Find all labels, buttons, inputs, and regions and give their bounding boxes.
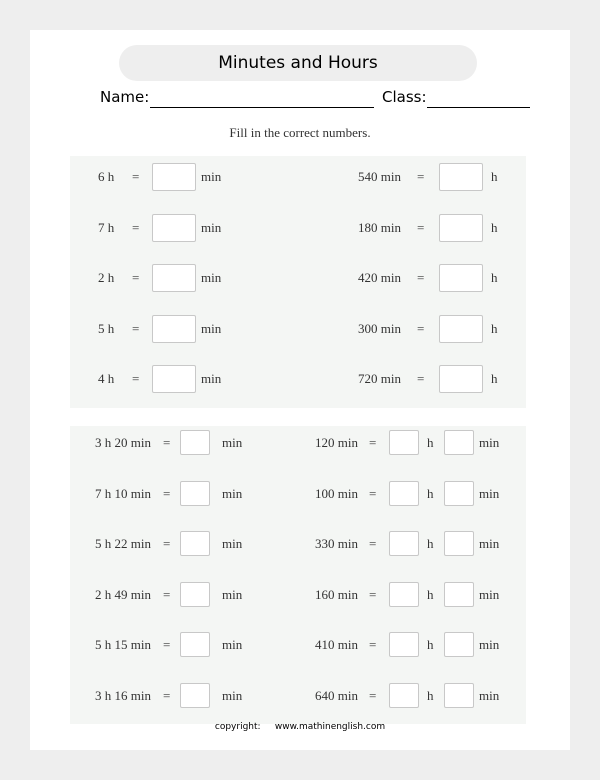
question: 3 h 16 min bbox=[95, 688, 151, 703]
answer-box[interactable] bbox=[180, 582, 210, 607]
answer-box[interactable] bbox=[180, 481, 210, 506]
unit-label: min bbox=[201, 270, 222, 285]
unit-label: h bbox=[427, 587, 434, 602]
hours-answer-box[interactable] bbox=[389, 481, 419, 506]
equals-sign: = bbox=[132, 220, 140, 235]
unit-label: h bbox=[427, 435, 434, 450]
unit-label: min bbox=[479, 536, 500, 551]
question: 3 h 20 min bbox=[95, 435, 151, 450]
equals-sign: = bbox=[163, 688, 171, 703]
answer-box[interactable] bbox=[152, 264, 196, 292]
title-text: Minutes and Hours bbox=[218, 53, 378, 73]
question: 5 h bbox=[98, 321, 115, 336]
question: 7 h 10 min bbox=[95, 486, 151, 501]
exercise-row bbox=[70, 682, 526, 710]
question: 2 h 49 min bbox=[95, 587, 151, 602]
worksheet-title bbox=[119, 45, 477, 81]
answer-box[interactable] bbox=[152, 365, 196, 393]
question: 4 h bbox=[98, 371, 115, 386]
equals-sign: = bbox=[417, 270, 425, 285]
answer-box[interactable] bbox=[180, 683, 210, 708]
question: 300 min bbox=[358, 321, 401, 336]
exercise-row bbox=[70, 429, 526, 457]
equals-sign: = bbox=[369, 587, 377, 602]
unit-label: min bbox=[201, 220, 222, 235]
minutes-answer-box[interactable] bbox=[444, 531, 474, 556]
question: 330 min bbox=[315, 536, 358, 551]
exercise-row bbox=[70, 365, 526, 393]
unit-label: min bbox=[201, 321, 222, 336]
exercise-row bbox=[70, 214, 526, 242]
answer-box[interactable] bbox=[180, 430, 210, 455]
unit-label: min bbox=[222, 536, 243, 551]
unit-label: min bbox=[479, 435, 500, 450]
hours-answer-box[interactable] bbox=[389, 632, 419, 657]
minutes-answer-box[interactable] bbox=[444, 582, 474, 607]
equals-sign: = bbox=[132, 321, 140, 336]
hours-answer-box[interactable] bbox=[389, 582, 419, 607]
question: 180 min bbox=[358, 220, 401, 235]
answer-box[interactable] bbox=[439, 365, 483, 393]
equals-sign: = bbox=[163, 536, 171, 551]
unit-label: h bbox=[427, 536, 434, 551]
section-mixed-conversions bbox=[70, 426, 526, 724]
minutes-answer-box[interactable] bbox=[444, 683, 474, 708]
question: 410 min bbox=[315, 637, 358, 652]
unit-label: min bbox=[479, 637, 500, 652]
exercise-row bbox=[70, 581, 526, 609]
name-label: Name: bbox=[100, 88, 150, 106]
question: 100 min bbox=[315, 486, 358, 501]
answer-box[interactable] bbox=[439, 315, 483, 343]
exercise-row bbox=[70, 480, 526, 508]
hours-answer-box[interactable] bbox=[389, 430, 419, 455]
unit-label: h bbox=[427, 637, 434, 652]
question: 120 min bbox=[315, 435, 358, 450]
equals-sign: = bbox=[163, 486, 171, 501]
unit-label: h bbox=[427, 688, 434, 703]
question: 6 h bbox=[98, 169, 115, 184]
equals-sign: = bbox=[417, 169, 425, 184]
unit-label: h bbox=[491, 169, 498, 184]
exercise-row bbox=[70, 264, 526, 292]
equals-sign: = bbox=[163, 587, 171, 602]
worksheet-page bbox=[30, 30, 570, 750]
unit-label: min bbox=[479, 688, 500, 703]
answer-box[interactable] bbox=[439, 163, 483, 191]
unit-label: h bbox=[491, 220, 498, 235]
unit-label: h bbox=[491, 371, 498, 386]
equals-sign: = bbox=[132, 169, 140, 184]
question: 540 min bbox=[358, 169, 401, 184]
unit-label: min bbox=[222, 637, 243, 652]
exercise-row bbox=[70, 163, 526, 191]
question: 640 min bbox=[315, 688, 358, 703]
unit-label: min bbox=[222, 587, 243, 602]
question: 420 min bbox=[358, 270, 401, 285]
answer-box[interactable] bbox=[180, 632, 210, 657]
minutes-answer-box[interactable] bbox=[444, 430, 474, 455]
question: 720 min bbox=[358, 371, 401, 386]
answer-box[interactable] bbox=[439, 264, 483, 292]
unit-label: min bbox=[222, 435, 243, 450]
hours-answer-box[interactable] bbox=[389, 531, 419, 556]
question: 2 h bbox=[98, 270, 115, 285]
unit-label: min bbox=[222, 486, 243, 501]
unit-label: h bbox=[491, 270, 498, 285]
minutes-answer-box[interactable] bbox=[444, 481, 474, 506]
exercise-row bbox=[70, 530, 526, 558]
footer-text: copyright: www.mathinenglish.com bbox=[214, 722, 386, 732]
equals-sign: = bbox=[417, 220, 425, 235]
exercise-row bbox=[70, 315, 526, 343]
unit-label: h bbox=[427, 486, 434, 501]
answer-box[interactable] bbox=[152, 214, 196, 242]
hours-answer-box[interactable] bbox=[389, 683, 419, 708]
equals-sign: = bbox=[132, 371, 140, 386]
question: 7 h bbox=[98, 220, 115, 235]
copyright-footer bbox=[30, 722, 570, 732]
equals-sign: = bbox=[369, 435, 377, 450]
equals-sign: = bbox=[417, 371, 425, 386]
question: 5 h 15 min bbox=[95, 637, 151, 652]
exercise-row bbox=[70, 631, 526, 659]
unit-label: min bbox=[479, 486, 500, 501]
unit-label: h bbox=[491, 321, 498, 336]
equals-sign: = bbox=[369, 637, 377, 652]
unit-label: min bbox=[201, 169, 222, 184]
equals-sign: = bbox=[163, 435, 171, 450]
answer-box[interactable] bbox=[152, 163, 196, 191]
unit-label: min bbox=[479, 587, 500, 602]
answer-box[interactable] bbox=[439, 214, 483, 242]
class-line[interactable] bbox=[427, 107, 530, 108]
section-hours-to-minutes bbox=[70, 156, 526, 408]
minutes-answer-box[interactable] bbox=[444, 632, 474, 657]
equals-sign: = bbox=[369, 486, 377, 501]
name-class-row bbox=[100, 88, 540, 110]
equals-sign: = bbox=[417, 321, 425, 336]
answer-box[interactable] bbox=[152, 315, 196, 343]
name-line[interactable] bbox=[150, 107, 374, 108]
equals-sign: = bbox=[369, 688, 377, 703]
answer-box[interactable] bbox=[180, 531, 210, 556]
instruction: Fill in the correct numbers. bbox=[229, 125, 371, 140]
equals-sign: = bbox=[163, 637, 171, 652]
class-label: Class: bbox=[382, 88, 427, 106]
unit-label: min bbox=[201, 371, 222, 386]
equals-sign: = bbox=[132, 270, 140, 285]
unit-label: min bbox=[222, 688, 243, 703]
question: 160 min bbox=[315, 587, 358, 602]
equals-sign: = bbox=[369, 536, 377, 551]
question: 5 h 22 min bbox=[95, 536, 151, 551]
